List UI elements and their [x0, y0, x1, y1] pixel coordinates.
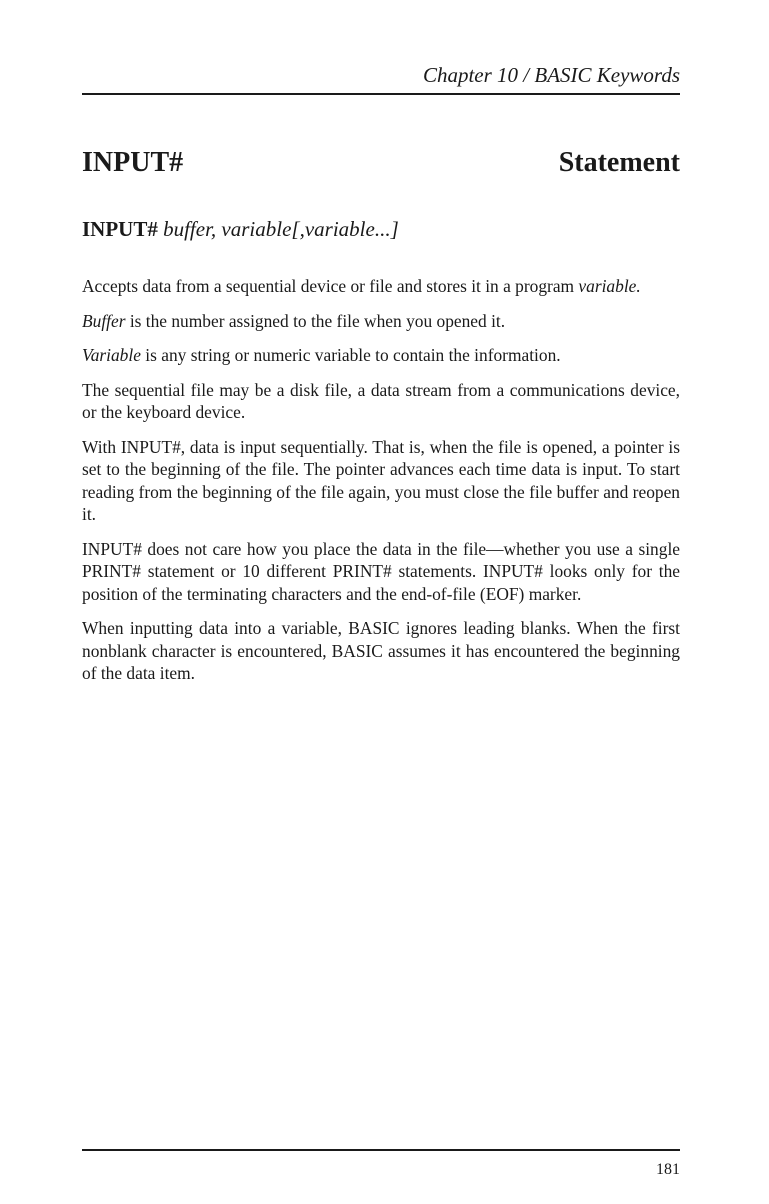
keyword-name: INPUT#: [82, 147, 184, 178]
paragraph-4: The sequential file may be a disk file, a data stream from a communications device, or the keyboard device.: [82, 379, 680, 422]
body-text: [82, 275, 680, 697]
syntax-args: buffer, variable[,variable...]: [163, 217, 399, 241]
paragraph-6: INPUT# does not care how you place the data in the file—whether you use a single PRINT# statement or 10 different PRINT# statements. INPUT# looks only for the position of the terminating characters and the end-of-file (EOF) marker.: [82, 538, 680, 604]
footer-rule: [82, 1149, 680, 1151]
syntax-keyword: INPUT#: [82, 217, 158, 241]
paragraph-1: [82, 275, 680, 298]
paragraph-2: [82, 310, 680, 333]
keyword-heading: [82, 144, 680, 182]
syntax-line: [82, 215, 399, 243]
keyword-type: Statement: [558, 147, 680, 178]
header-rule: [82, 93, 680, 95]
paragraph-7: When inputting data into a variable, BASIC ignores leading blanks. When the first nonblank character is encountered, BASIC assumes it has encountered the beginning of the data item.: [82, 618, 680, 683]
paragraph-3-text: is any string or numeric variable to contain the information.: [140, 345, 561, 365]
paragraph-1-text: Accepts data from a sequential device or file and stores it in a program: [82, 276, 579, 296]
paragraph-3: [82, 344, 680, 367]
page-number: 181: [656, 1161, 680, 1178]
paragraph-1-em: variable.: [578, 276, 641, 296]
document-page: [82, 0, 680, 1204]
paragraph-3-em: Variable: [82, 345, 141, 365]
paragraph-2-em: Buffer: [82, 310, 126, 331]
paragraph-5: With INPUT#, data is input sequentially. That is, when the file is opened, a pointer is set to the beginning of the file. The pointer advances each time data is input. To start reading from the beginning of the file again, you must close the file buffer and reopen it.: [82, 436, 680, 524]
running-head: Chapter 10 / BASIC Keywords: [422, 63, 680, 87]
paragraph-2-text: is the number assigned to the file when you opened it.: [125, 310, 506, 331]
